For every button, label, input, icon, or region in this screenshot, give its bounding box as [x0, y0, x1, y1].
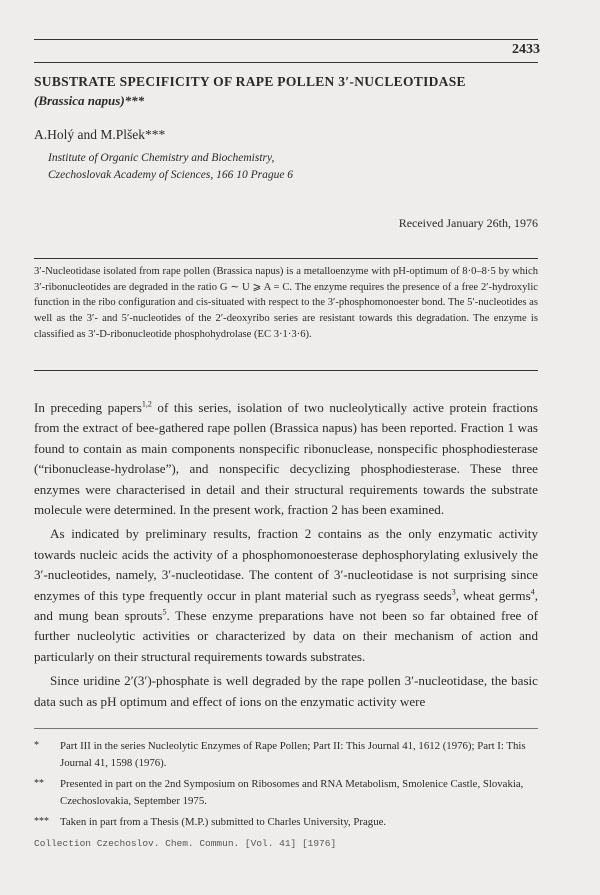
page-number: 2433 [512, 42, 540, 57]
affiliation-line-1: Institute of Organic Chemistry and Biochemistry, [48, 152, 275, 164]
article-title: SUBSTRATE SPECIFICITY OF RAPE POLLEN 3′-NUCLEOTIDASE [34, 74, 466, 89]
abstract-top-rule [34, 258, 538, 259]
affiliation [48, 150, 528, 184]
article-subtitle: (Brassica napus)*** [34, 93, 145, 108]
body-text [34, 398, 538, 716]
paragraph-1: In preceding papers$^{1,2}$ of this series, isolation of two nucleolytically active protein fractions from the extract of bee-gathered rape pollen (Brassica napus) has been reported. Fraction 1 was found to contain as main components nonspecific ribonuclease, nonspecific phosphodiesterase (“ribonuclease-hydrolase”), and nonspecific decyclizing phosphodiesterase. These three enzymes were characterised in detail and their structural requirements towards the substrate molecule were determined. In the present work, fraction 2 has been examined. [34, 399, 539, 518]
paragraph-2: As indicated by preliminary results, fraction 2 contains as the only enzymatic activity towards nucleic acids the activity of a phosphomonoesterase dephosphorylating exlusively the 3′-nucleotides, namely, 3′-nucleotidase. The content of 3′-nucleotidase is not surprising since enzymes of this type frequently occur in plant material such as ryegrass seeds$^3$, wheat germs$^4$, and mung bean sprouts$^5$. These enzyme preparations have not been so far obtained free of further nucleolytic activities or characterized by data on their mechanism of action and particularly on their structural requirements towards substrates. [34, 526, 538, 664]
header-rule [34, 39, 538, 40]
paragraph-3: Since uridine 2′(3′)-phosphate is well degraded by the rape pollen 3′-nucleotidase, the basic data such as pH optimum and effect of ions on the enzymatic activity were [34, 673, 538, 709]
affiliation-line-2: Czechoslovak Academy of Sciences, 166 10 Prague 6 [48, 169, 294, 181]
abstract-bottom-rule [34, 370, 538, 371]
authors: A.Holý and M.Plšek*** [34, 127, 166, 142]
header-rule-lower [34, 62, 538, 63]
footnote-3: *** Taken in part from a Thesis (M.P.) submitted to Charles University, Prague. [34, 816, 387, 828]
footnotes [34, 738, 538, 836]
footnote-1: * Part III in the series Nucleolytic Enzymes of Rape Pollen; Part II: This Journal 41, 1612 (1976); Part I: This Journal 41, 1598 (1976). [34, 740, 526, 769]
journal-footer: Collection Czechoslov. Chem. Commun. [Vol. 41] [1976] [34, 838, 337, 849]
footnote-2: ** Presented in part on the 2nd Symposium on Ribosomes and RNA Metabolism, Smolenice Castle, Slovakia, Czechoslovakia, September 1975. [34, 778, 524, 807]
received-date: Received January 26th, 1976 [398, 216, 538, 230]
abstract: 3′-Nucleotidase isolated from rape pollen (Brassica napus) is a metalloenzyme with pH-optimum of 8·0–8·5 by which 3′-ribonucleotides are degraded in the ratio G ∼ U ⩾ A = C. The enzyme requires the presence of a free 2′-hydroxylic function in the ribo configuration and cis-situated with respect to the 3′-phosphomonoester bond. The 5′-nucleotides as well as the 3′- and 5′-nucleotides of the 2′-deoxyribo series are resistant towards this degradation. The enzyme is classified as 3′-D-ribonucleotide phosphohydrolase (EC 3·1·3·6). [34, 266, 538, 340]
footnote-rule [34, 728, 538, 729]
